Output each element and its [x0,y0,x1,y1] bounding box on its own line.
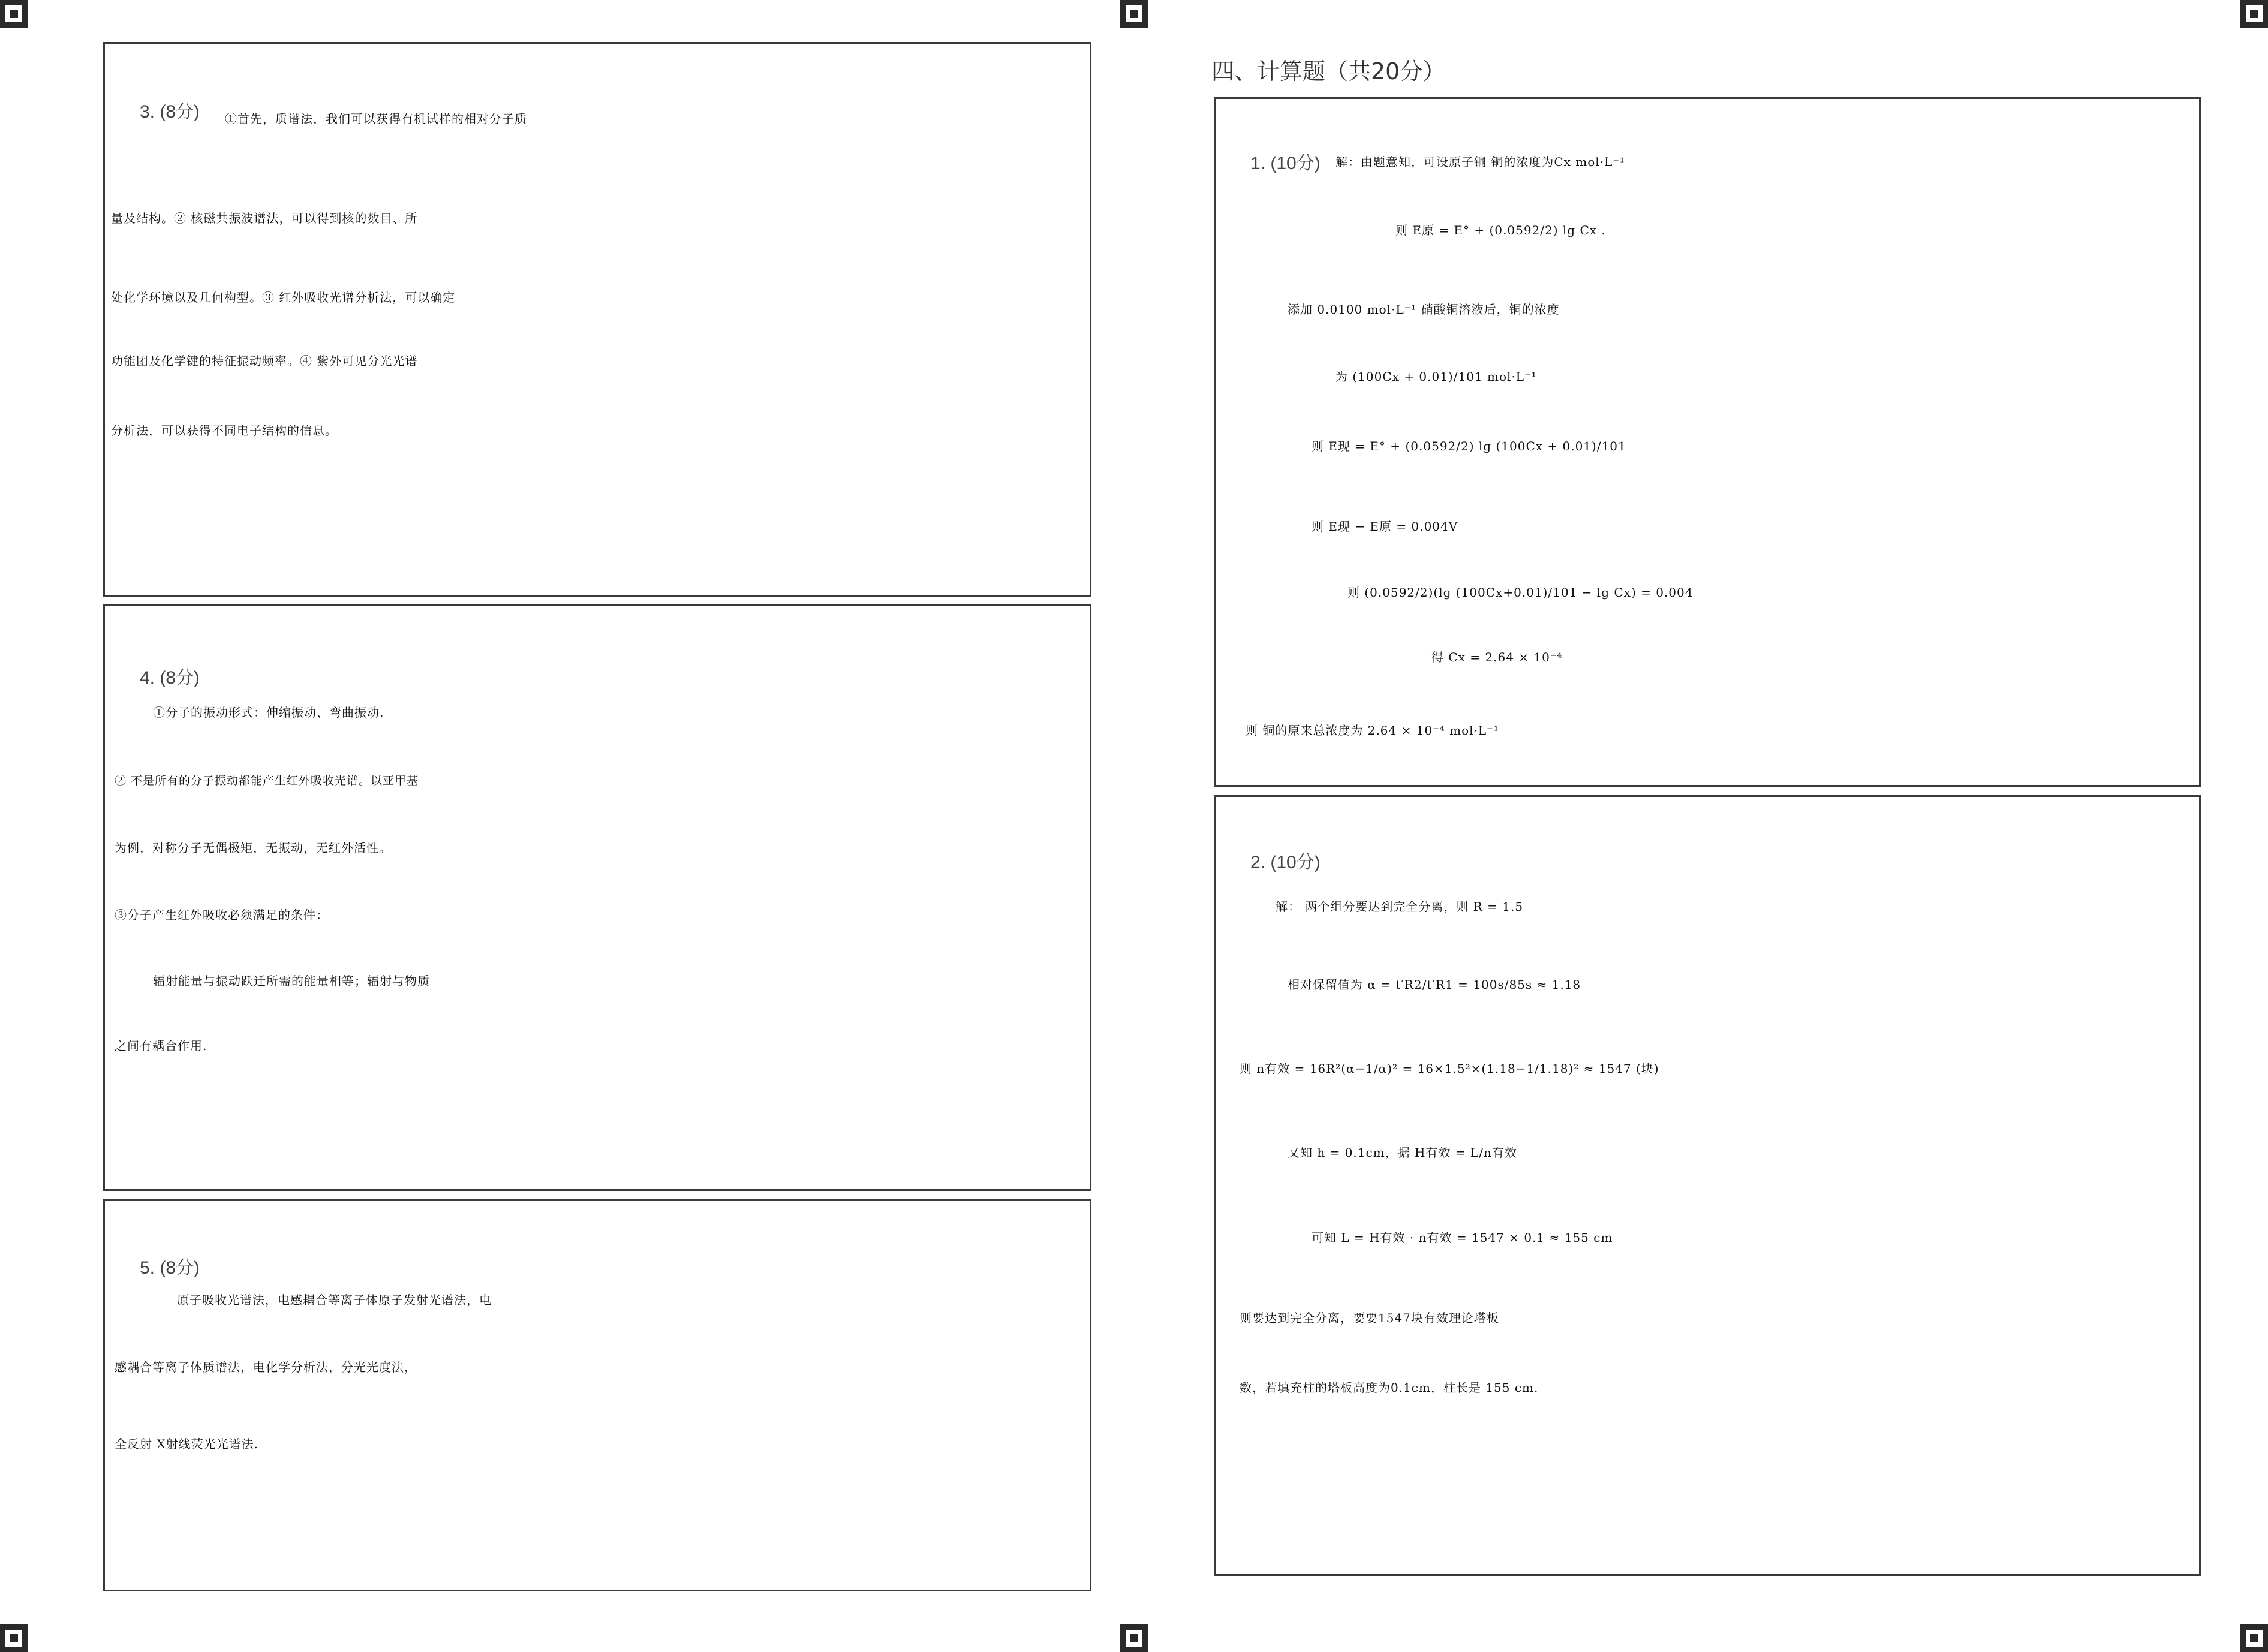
answer-line: 感耦合等离子体质谱法，电化学分析法，分光光度法， [115,1360,417,1374]
answer-line: ①首先，质谱法，我们可以获得有机试样的相对分子质 [225,112,527,126]
answer-line: 得 Cx = 2.64 × 10⁻⁴ [1431,650,1563,664]
answer-line: 添加 0.0100 mol·L⁻¹ 硝酸铜溶液后，铜的浓度 [1288,302,1560,317]
registration-mark-top-center [1120,0,1148,28]
answer-line: 分析法，可以获得不同电子结构的信息。 [111,423,338,438]
answer-box-q4 [103,604,1091,1191]
registration-mark-top-right [2240,0,2268,28]
question-number: 1. (10分) [1250,154,1321,173]
section-heading: 四、计算题（共20分） [1211,58,1446,85]
answer-line: 相对保留值为 α = t′R2/t′R1 = 100s/85s ≈ 1.18 [1288,977,1581,992]
answer-line: 处化学环境以及几何构型。③ 红外吸收光谱分析法，可以确定 [111,290,456,305]
question-number: 2. (10分) [1250,853,1321,872]
answer-box-calc-1 [1214,97,2201,787]
registration-mark-bottom-center [1120,1624,1148,1652]
answer-line: 则 铜的原来总浓度为 2.64 × 10⁻⁴ mol·L⁻¹ [1246,723,1499,738]
answer-line: ①分子的振动形式：伸缩振动、弯曲振动. [153,705,384,720]
answer-line: 则 n有效 = 16R²(α−1/α)² = 16×1.5²×(1.18−1/1.18)² ≈ 1547 (块) [1240,1061,1659,1076]
answer-line: 为 (100Cx + 0.01)/101 mol·L⁻¹ [1335,369,1537,384]
answer-line: 量及结构。② 核磁共振波谱法，可以得到核的数目、所 [111,211,418,225]
answer-line: 之间有耦合作用. [115,1039,207,1053]
answer-line: 则 E现 − E原 = 0.004V [1312,519,1458,534]
answer-line: 数，若填充柱的塔板高度为0.1cm，柱长是 155 cm. [1240,1380,1539,1395]
answer-line: 可知 L = H有效 · n有效 = 1547 × 0.1 ≈ 155 cm [1312,1230,1613,1245]
answer-line: 则 E原 = E° + (0.0592/2) lg Cx . [1395,223,1606,237]
answer-line: ② 不是所有的分子振动都能产生红外吸收光谱。以亚甲基 [115,774,419,787]
answer-line: 则要达到完全分离，要要1547块有效理论塔板 [1240,1311,1499,1325]
registration-mark-top-left [0,0,28,28]
registration-mark-bottom-right [2240,1624,2268,1652]
answer-line: 原子吸收光谱法，电感耦合等离子体原子发射光谱法，电 [177,1293,492,1307]
question-number: 4. (8分) [140,668,200,688]
registration-mark-bottom-left [0,1624,28,1652]
answer-line: 全反射 X射线荧光光谱法. [115,1437,258,1451]
question-number: 3. (8分) [140,102,200,122]
question-number: 5. (8分) [140,1258,200,1278]
answer-line: 又知 h = 0.1cm，据 H有效 = L/n有效 [1288,1145,1517,1160]
answer-box-q5 [103,1199,1091,1591]
answer-line: 功能团及化学键的特征振动频率。④ 紫外可见分光光谱 [111,354,418,368]
answer-line: 辐射能量与振动跃迁所需的能量相等；辐射与物质 [153,974,430,988]
answer-box-q3 [103,42,1091,597]
answer-line: 解：由题意知，可设原子铜 铜的浓度为Cx mol·L⁻¹ [1335,155,1625,169]
answer-line: 为例，对称分子无偶极矩，无振动，无红外活性。 [115,841,392,855]
answer-line: 解： 两个组分要达到完全分离，则 R = 1.5 [1276,899,1524,914]
answer-line: ③分子产生红外吸收必须满足的条件： [115,908,329,922]
answer-box-calc-2 [1214,795,2201,1576]
answer-line: 则 (0.0592/2)(lg (100Cx+0.01)/101 − lg Cx) = 0.004 [1347,585,1694,600]
answer-line: 则 E现 = E° + (0.0592/2) lg (100Cx + 0.01)/101 [1312,439,1626,453]
